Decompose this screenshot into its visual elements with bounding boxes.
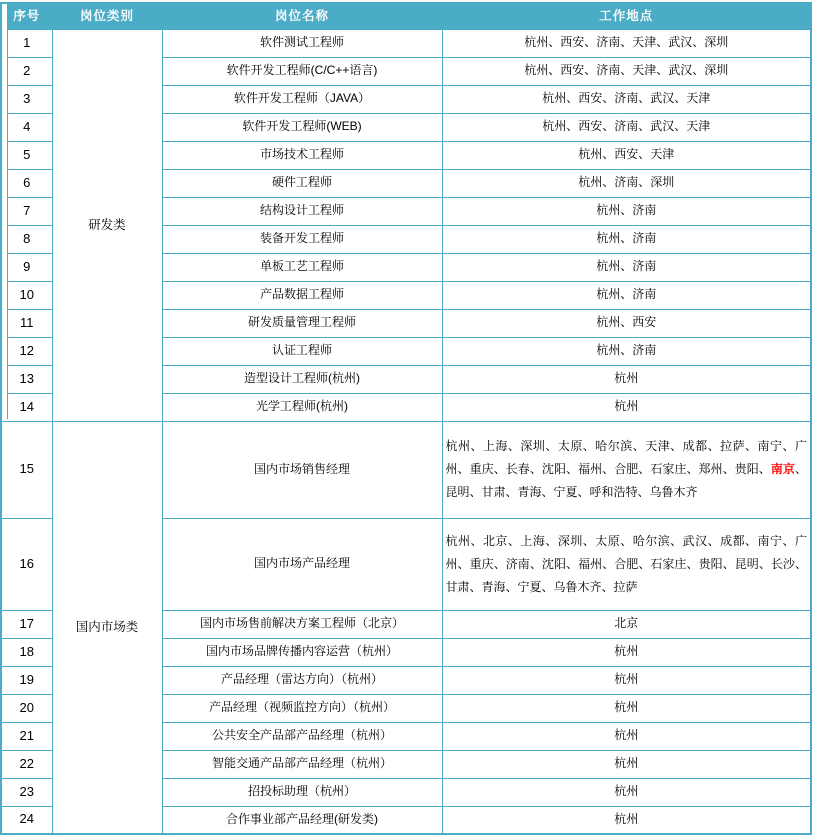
seq-cell: 12 bbox=[1, 337, 52, 365]
seq-cell: 21 bbox=[1, 722, 52, 750]
location-cell: 杭州、北京、上海、深圳、太原、哈尔滨、武汉、成都、南宁、广州、重庆、济南、沈阳、福州、合肥、石家庄、贵阳、昆明、长沙、甘肃、青海、宁夏、乌鲁木齐、拉萨 bbox=[442, 518, 811, 610]
job-title-cell: 单板工艺工程师 bbox=[162, 253, 442, 281]
job-title-cell: 研发质量管理工程师 bbox=[162, 309, 442, 337]
table-row bbox=[1, 29, 811, 57]
location-cell: 杭州、济南 bbox=[442, 253, 811, 281]
job-title-cell: 产品经理（视频监控方向）（杭州） bbox=[162, 694, 442, 722]
location-cell: 杭州、济南 bbox=[442, 225, 811, 253]
location-cell: 杭州、济南 bbox=[442, 281, 811, 309]
col-header-category: 岗位类别 bbox=[52, 3, 162, 29]
location-cell: 杭州、西安、济南、武汉、天津 bbox=[442, 113, 811, 141]
job-title-cell: 装备开发工程师 bbox=[162, 225, 442, 253]
job-title-cell: 产品数据工程师 bbox=[162, 281, 442, 309]
table-body bbox=[1, 29, 811, 834]
job-title-cell: 合作事业部产品经理(研发类) bbox=[162, 806, 442, 834]
job-positions-table bbox=[0, 2, 812, 835]
job-title-cell: 光学工程师(杭州) bbox=[162, 393, 442, 421]
table-row bbox=[1, 421, 811, 518]
seq-cell: 20 bbox=[1, 694, 52, 722]
category-cell: 国内市场类 bbox=[52, 421, 162, 834]
job-title-cell: 招投标助理（杭州） bbox=[162, 778, 442, 806]
seq-cell: 5 bbox=[1, 141, 52, 169]
seq-cell: 23 bbox=[1, 778, 52, 806]
seq-cell: 7 bbox=[1, 197, 52, 225]
job-title-cell: 智能交通产品部产品经理（杭州） bbox=[162, 750, 442, 778]
job-title-cell: 软件开发工程师(WEB) bbox=[162, 113, 442, 141]
job-title-cell: 结构设计工程师 bbox=[162, 197, 442, 225]
seq-cell: 16 bbox=[1, 518, 52, 610]
col-header-location: 工作地点 bbox=[442, 3, 811, 29]
seq-cell: 9 bbox=[1, 253, 52, 281]
location-cell: 杭州 bbox=[442, 694, 811, 722]
seq-cell: 17 bbox=[1, 610, 52, 638]
location-text: 杭州、上海、深圳、太原、哈尔滨、天津、成都、拉萨、南宁、广州、重庆、长春、沈阳、福州、合肥、石家庄、郑州、贵阳、 bbox=[445, 439, 807, 476]
seq-cell: 11 bbox=[1, 309, 52, 337]
job-title-cell: 认证工程师 bbox=[162, 337, 442, 365]
location-cell: 杭州、西安、济南、武汉、天津 bbox=[442, 85, 811, 113]
seq-cell: 3 bbox=[1, 85, 52, 113]
seq-cell: 14 bbox=[1, 393, 52, 421]
job-title-cell: 软件开发工程师（JAVA） bbox=[162, 85, 442, 113]
location-text: 、昆明、甘肃、青海、宁夏、呼和浩特、乌鲁木齐 bbox=[445, 462, 807, 499]
table-header bbox=[1, 3, 811, 29]
seq-cell: 18 bbox=[1, 638, 52, 666]
location-cell: 杭州、西安、济南、天津、武汉、深圳 bbox=[442, 29, 811, 57]
job-title-cell: 国内市场销售经理 bbox=[162, 421, 442, 518]
seq-cell: 22 bbox=[1, 750, 52, 778]
seq-cell: 1 bbox=[1, 29, 52, 57]
job-title-cell: 硬件工程师 bbox=[162, 169, 442, 197]
seq-cell: 8 bbox=[1, 225, 52, 253]
location-cell: 杭州 bbox=[442, 638, 811, 666]
location-cell: 杭州 bbox=[442, 806, 811, 834]
location-cell: 杭州 bbox=[442, 778, 811, 806]
location-cell bbox=[442, 421, 811, 518]
job-title-cell: 公共安全产品部产品经理（杭州） bbox=[162, 722, 442, 750]
location-cell: 北京 bbox=[442, 610, 811, 638]
seq-cell: 13 bbox=[1, 365, 52, 393]
job-title-cell: 国内市场品牌传播内容运营（杭州） bbox=[162, 638, 442, 666]
job-title-cell: 造型设计工程师(杭州) bbox=[162, 365, 442, 393]
highlighted-location: 南京 bbox=[770, 462, 795, 476]
seq-cell: 19 bbox=[1, 666, 52, 694]
location-cell: 杭州、西安、济南、天津、武汉、深圳 bbox=[442, 57, 811, 85]
col-header-job: 岗位名称 bbox=[162, 3, 442, 29]
category-cell: 研发类 bbox=[52, 29, 162, 421]
job-title-cell: 软件开发工程师(C/C++语言) bbox=[162, 57, 442, 85]
location-cell: 杭州、西安、天津 bbox=[442, 141, 811, 169]
job-title-cell: 国内市场售前解决方案工程师（北京） bbox=[162, 610, 442, 638]
header-row bbox=[1, 3, 811, 29]
seq-cell: 4 bbox=[1, 113, 52, 141]
job-title-cell: 软件测试工程师 bbox=[162, 29, 442, 57]
location-cell: 杭州 bbox=[442, 722, 811, 750]
job-title-cell: 国内市场产品经理 bbox=[162, 518, 442, 610]
location-cell: 杭州 bbox=[442, 666, 811, 694]
location-cell: 杭州 bbox=[442, 750, 811, 778]
location-cell: 杭州、济南 bbox=[442, 197, 811, 225]
job-title-cell: 产品经理（雷达方向）（杭州） bbox=[162, 666, 442, 694]
seq-cell: 10 bbox=[1, 281, 52, 309]
location-cell: 杭州、济南、深圳 bbox=[442, 169, 811, 197]
seq-cell: 24 bbox=[1, 806, 52, 834]
location-cell: 杭州 bbox=[442, 365, 811, 393]
job-title-cell: 市场技术工程师 bbox=[162, 141, 442, 169]
seq-cell: 2 bbox=[1, 57, 52, 85]
seq-cell: 15 bbox=[1, 421, 52, 518]
location-cell: 杭州、济南 bbox=[442, 337, 811, 365]
col-header-seq: 序号 bbox=[1, 3, 52, 29]
seq-cell: 6 bbox=[1, 169, 52, 197]
location-cell: 杭州、西安 bbox=[442, 309, 811, 337]
location-cell: 杭州 bbox=[442, 393, 811, 421]
